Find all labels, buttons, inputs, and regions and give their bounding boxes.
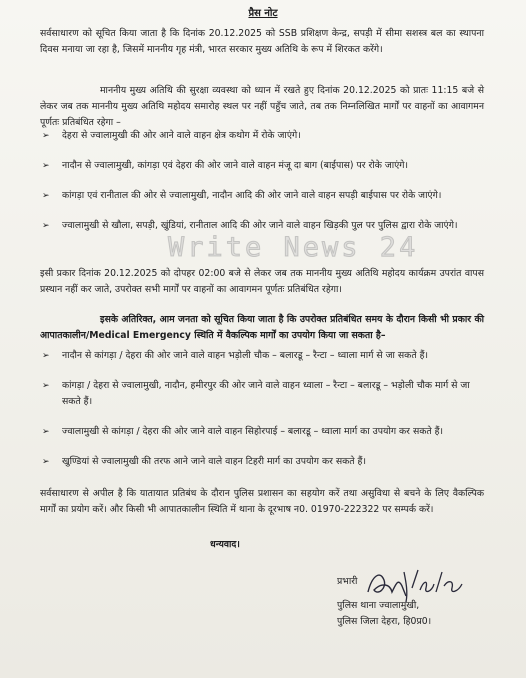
signatory-designation: प्रभारी	[337, 576, 358, 587]
list-item-text: कांगड़ा एवं रानीताल की ओर से ज्वालामुखी, नादौन आदि की ओर जाने वाले वाहन सपड़ी बाईपास पर रोके जाएंगे।	[62, 190, 442, 201]
list-item-text: देहरा से ज्वालामुखी की ओर आने वाले वाहन क्षेत्र कथोग में रोके जाएंगे।	[62, 130, 301, 141]
list-item-text: नादौन से ज्वालामुखी, कांगड़ा एवं देहरा की ओर जाने वाले वाहन मंजू दा बाग (बाईपास) पर रोके जाएंगे।	[62, 160, 409, 171]
signatory-district: पुलिस जिला देहरा, हि0प्र0।	[337, 616, 432, 627]
appeal-paragraph: सर्वसाधारण से अपील है कि यातायात प्रतिबंध के दौरान पुलिस प्रशासन का सहयोग करें तथा असुविधा से बचने के लिए वैकल्पिक मार्गों का प्रयोग करें। और किसी भी आपातकालीन स्थिति में थाना के दूरभाष न0. 01970-222322 पर सम्पर्क करें।	[40, 488, 484, 515]
list-item	[40, 378, 486, 410]
arrow-right-icon: ➢	[42, 427, 50, 437]
document-title: प्रैस नोट	[248, 8, 278, 19]
signature-block	[337, 574, 507, 630]
arrow-right-icon: ➢	[42, 221, 50, 231]
list-item-text: ज्वालामुखी से खौला, सपड़ी, खुंडियां, रानीताल आदि की ओर जाने वाले वाहन खिड़की पुल पर पुलिस द्वारा रोके जाएंगे।	[62, 220, 458, 231]
list-item-text: खुण्डियां से ज्वालामुखी की तरफ आने जाने वाले वाहन टिहरी मार्ग का उपयोग कर सकते हैं।	[62, 456, 367, 467]
list-item-text: ज्वालामुखी से कांगड़ा / देहरा की ओर जाने वाले वाहन सिहोरपाई – बलारडू – ध्वाला मार्ग का उपयोग कर सकते हैं।	[62, 426, 444, 437]
list-item-text: नादौन से कांगड़ा / देहरा की ओर जाने वाले वाहन भड़ोली चौक – बलारडू – रैन्टा – ध्वाला मार्ग से जा सकते हैं।	[62, 350, 429, 361]
alternate-routes-intro: इसके अतिरिक्त, आम जनता को सूचित किया जाता है कि उपरोक्त प्रतिबंधित समय के दौरान किसी भी प्रकार की आपातकालीन/Medical Emergency स्थिति में वैकल्पिक मार्गों का उपयोग किया जा सकता है–	[40, 314, 484, 341]
list-item-text: कांगड़ा / देहरा से ज्वालामुखी, नादौन, हमीरपुर की ओर जाने वाले वाहन ध्वाला – रैन्टा – बलारडू – भड़ोली चौक मार्ग से जा सकते हैं।	[62, 380, 470, 407]
thanks-text: धन्यवाद।	[210, 539, 240, 550]
intro-paragraph: सर्वसाधारण को सूचित किया जाता है कि दिनांक 20.12.2025 को SSB प्रशिक्षण केन्द्र, सपड़ी में सीमा सशस्त्र बल का स्थापना दिवस मनाया जा रहा है, जिसमें माननीय गृह मंत्री, भारत सरकार मुख्य अतिथि के रूप में शिरकत करेंगे।	[40, 28, 484, 55]
arrow-right-icon: ➢	[42, 457, 50, 467]
alternate-routes-list	[40, 348, 486, 470]
list-item	[40, 424, 486, 440]
watermark: Write News 24	[168, 232, 419, 263]
list-item	[40, 188, 486, 204]
return-restriction-paragraph: इसी प्रकार दिनांक 20.12.2025 को दोपहर 02:00 बजे से लेकर जब तक माननीय मुख्य अतिथि महोदय कार्यक्रम उपरांत वापस प्रस्थान नहीं कर जाते, उपरोक्त सभी मार्गों पर वाहनों का आवागमन पूर्णतः प्रतिबंधित रहेगा।	[40, 268, 484, 295]
list-item	[40, 454, 486, 470]
list-item	[40, 158, 486, 174]
arrow-right-icon: ➢	[42, 161, 50, 171]
list-item	[40, 128, 486, 144]
arrow-right-icon: ➢	[42, 381, 50, 391]
list-item	[40, 348, 486, 364]
restriction-paragraph: माननीय मुख्य अतिथि की सुरक्षा व्यवस्था को ध्यान में रखते हुए दिनांक 20.12.2025 को प्रातः 11:15 बजे से लेकर जब तक माननीय मुख्य अतिथि महोदय समारोह स्थल पर नहीं पहुँच जाते, तब तक निम्नलिखित मार्गों पर वाहनों का आवागमन पूर्णतः प्रतिबंधित रहेगा –	[40, 85, 484, 128]
signatory-office: पुलिस थाना ज्वालामुखी,	[337, 600, 420, 611]
restriction-list	[40, 128, 486, 248]
arrow-right-icon: ➢	[42, 131, 50, 141]
arrow-right-icon: ➢	[42, 191, 50, 201]
arrow-right-icon: ➢	[42, 351, 50, 361]
handwritten-signature	[362, 562, 472, 608]
